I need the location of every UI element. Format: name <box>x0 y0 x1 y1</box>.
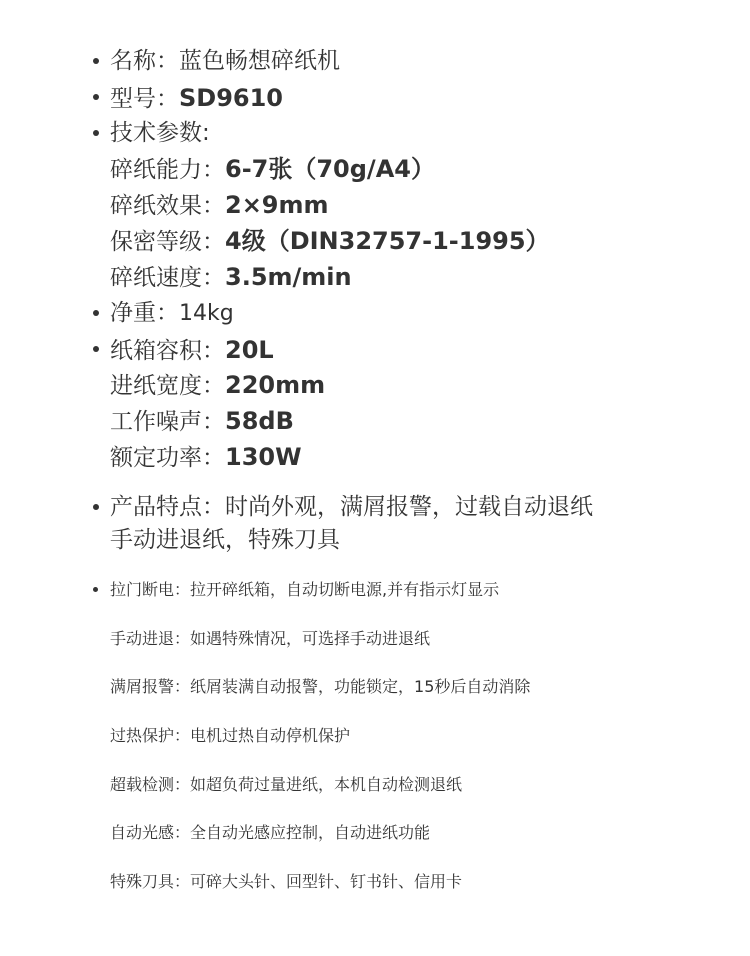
spec-label: 碎纸速度： <box>110 265 225 291</box>
detail-item <box>110 728 350 744</box>
spec-features-cont <box>110 529 340 552</box>
detail-text: 可碎大头针、回型针、钉书针、信用卡 <box>190 872 463 891</box>
spec-label: 技术参数: <box>110 120 210 146</box>
detail-text: 纸屑装满自动报警，功能锁定，15秒后自动消除 <box>190 677 531 696</box>
detail-label: 拉门断电： <box>110 580 191 599</box>
detail-text: 如超负荷过量进纸，本机自动检测退纸 <box>190 775 463 794</box>
detail-item <box>110 874 462 890</box>
spec-value: 时尚外观，满屑报警，过载自动退纸 <box>225 494 593 520</box>
bullet-icon <box>93 346 99 352</box>
detail-label: 过热保护： <box>110 726 191 745</box>
spec-value: 3.5m/min <box>225 263 352 291</box>
spec-name <box>110 50 340 73</box>
detail-label: 特殊刀具： <box>110 872 191 891</box>
spec-label: 碎纸能力： <box>110 157 225 183</box>
spec-label: 纸箱容积： <box>110 338 225 364</box>
spec-value: 14kg <box>179 301 234 326</box>
spec-cut <box>110 193 329 218</box>
spec-noise <box>110 409 294 434</box>
spec-label: 净重： <box>110 300 179 326</box>
spec-capacity <box>110 157 435 182</box>
detail-label: 手动进退： <box>110 629 191 648</box>
spec-label: 型号： <box>110 86 179 112</box>
detail-item <box>110 777 462 793</box>
detail-item <box>110 582 499 598</box>
detail-item <box>110 679 530 695</box>
detail-label: 自动光感： <box>110 823 191 842</box>
detail-text: 电机过热自动停机保护 <box>190 726 351 745</box>
spec-value: SD9610 <box>179 84 284 112</box>
detail-text: 拉开碎纸箱，自动切断电源,并有指示灯显示 <box>190 580 500 599</box>
spec-label: 保密等级： <box>110 229 225 255</box>
detail-text: 全自动光感应控制，自动进纸功能 <box>190 823 431 842</box>
bullet-icon <box>93 58 99 64</box>
detail-item <box>110 825 430 841</box>
spec-width <box>110 373 325 398</box>
detail-label: 满屑报警： <box>110 677 191 696</box>
detail-item <box>110 631 430 647</box>
bullet-icon <box>93 504 99 510</box>
spec-label: 产品特点： <box>110 494 225 520</box>
spec-model <box>110 86 283 111</box>
spec-security <box>110 229 550 254</box>
spec-value: 130W <box>225 443 302 471</box>
detail-text: 如遇特殊情况，可选择手动进退纸 <box>190 629 431 648</box>
bullet-icon <box>93 130 99 136</box>
spec-weight <box>110 302 234 325</box>
spec-label: 碎纸效果： <box>110 193 225 219</box>
spec-value: 2×9mm <box>225 191 329 219</box>
spec-bin <box>110 338 274 363</box>
spec-label: 进纸宽度： <box>110 373 225 399</box>
detail-label: 超载检测： <box>110 775 191 794</box>
spec-value: 6-7张（70g/A4） <box>225 155 435 183</box>
bullet-icon <box>93 587 98 592</box>
spec-value: 蓝色畅想碎纸机 <box>179 48 340 74</box>
spec-label: 额定功率： <box>110 445 225 471</box>
bullet-icon <box>93 94 99 100</box>
spec-power <box>110 445 302 470</box>
spec-value: 58dB <box>225 407 294 435</box>
spec-features <box>110 496 593 519</box>
spec-value: 20L <box>225 336 274 364</box>
spec-value: 手动进退纸，特殊刀具 <box>110 527 340 553</box>
spec-value: 220mm <box>225 371 326 399</box>
bullet-icon <box>93 310 99 316</box>
spec-label: 工作噪声： <box>110 409 225 435</box>
spec-tech-heading <box>110 122 210 145</box>
spec-label: 名称： <box>110 48 179 74</box>
spec-value: 4级（DIN32757-1-1995） <box>225 227 550 255</box>
spec-speed <box>110 265 352 290</box>
